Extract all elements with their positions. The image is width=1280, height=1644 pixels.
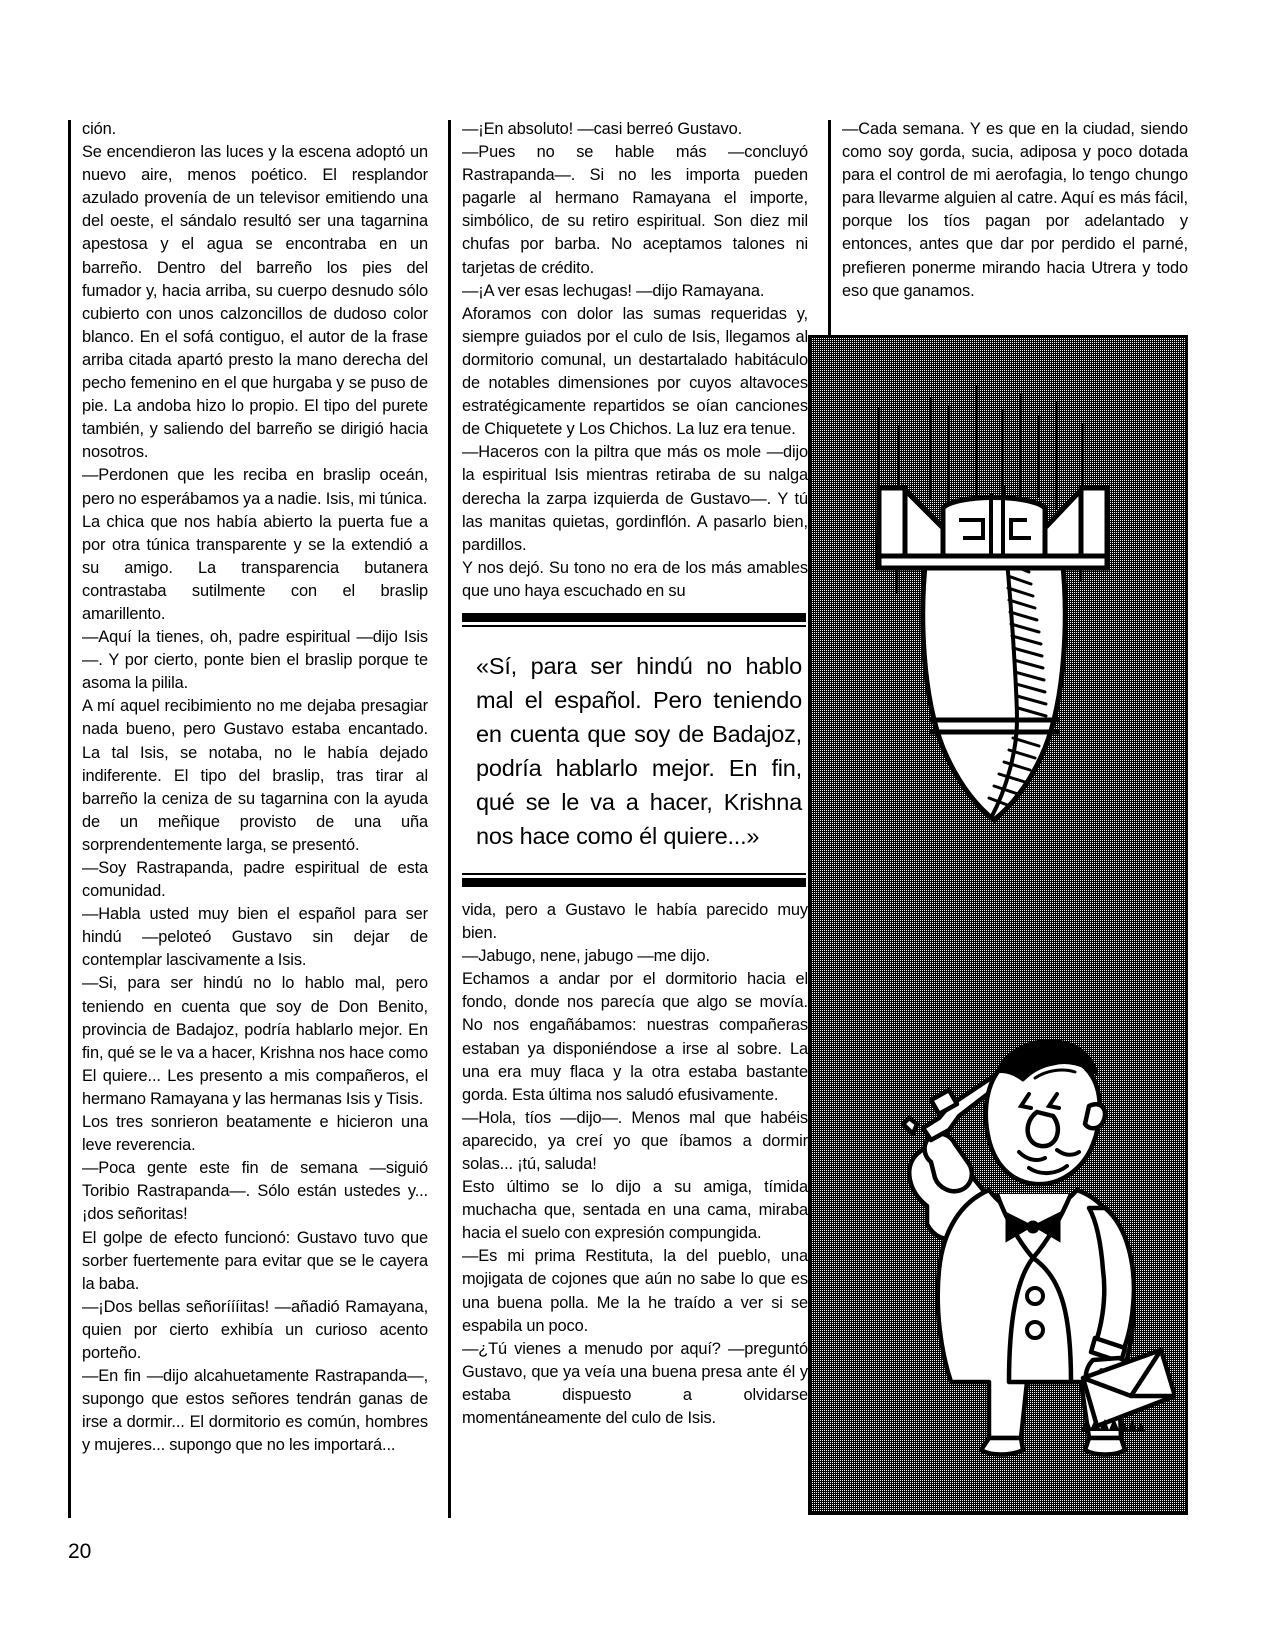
paragraph: —¡En absoluto! —casi berreó Gustavo. bbox=[462, 120, 743, 138]
legs-and-shoes bbox=[981, 1438, 1125, 1455]
paragraph: Se encendieron las luces y la escena adoptó un nuevo aire, menos poético. El resplandor azulado provenía de un televisor emitiendo una del oeste, el sándalo resultó ser una tagarnina apestosa y el agua se encontraba en un barreño. Dentro del barreño los pies del fumador y, hacia arriba, su cuerpo desnudo sólo cubierto con unos calzoncillos de dudoso color blanco. En el sofá contiguo, el autor de la frase arriba citada apartó presto la mano derecha del pecho femenino en el que hurgaba y se puso de pie. La andoba hizo lo propio. El tipo del purete también, y saliendo del barreño se dirigió hacia nosotros. bbox=[82, 143, 428, 462]
paragraph: —Hola, tíos —dijo—. Menos mal que habéis aparecido, ya creí yo que íbamos a dormir solas... ¡tú, saluda! bbox=[462, 1108, 808, 1173]
paragraph: —Soy Rastrapanda, padre espiritual de esta comunidad. bbox=[82, 859, 428, 901]
paragraph: Aforamos con dolor las sumas requeridas y, siempre guiados por el culo de Isis, llegamos al dormitorio comunal, un destartalado habitáculo de notables dimensiones por cuyos altavoces estratégicamente repartidos se oían canciones de Chiquetete y Los Chichos. La luz era tenue. bbox=[462, 304, 808, 439]
column-2-body-bottom bbox=[462, 899, 808, 1430]
pull-quote-top-rule-thick bbox=[462, 613, 806, 622]
paragraph: ción. bbox=[82, 120, 117, 138]
paragraph: —Poca gente este fin de semana —siguió Toribio Rastrapanda—. Sólo están ustedes y... ¡dos señoritas! bbox=[82, 1159, 428, 1224]
paragraph: —Perdonen que les reciba en braslip oceán, pero no esperábamos ya a nadie. Isis, mi túnica. bbox=[82, 466, 428, 508]
column-2-body-top bbox=[462, 118, 808, 603]
paragraph: Los tres sonrieron beatamente e hicieron una leve reverencia. bbox=[82, 1113, 428, 1155]
paragraph: —¿Tú vienes a menudo por aquí? —preguntó Gustavo, que ya veía una buena presa ante él y estaba dispuesto a olvidarse momentáneamente del culo de Isis. bbox=[462, 1339, 808, 1428]
pull-quote-bottom-rule-thick bbox=[462, 878, 806, 887]
paragraph: —Jabugo, nene, jabugo —me dijo. bbox=[462, 947, 710, 966]
paragraph: —Si, para ser hindú no lo hablo mal, pero teniendo en cuenta que soy de Don Benito, provincia de Badajoz, podría hablarlo mejor. En fin, qué se le va a hacer, Krishna nos hace como El quiere... Les presento a mis compañeros, el hermano Ramayana y las hermanas Isis y Tisis. bbox=[82, 974, 428, 1108]
man-with-gun-illustration bbox=[831, 978, 1176, 1458]
paragraph: —Aquí la tienes, oh, padre espiritual —dijo Isis—. Y por cierto, ponte bien el braslip porque te asoma la pilila. bbox=[82, 628, 428, 693]
paragraph: —¡Dos bellas señoríííitas! —añadió Ramayana, quien por cierto exhibía un curioso acento porteño. bbox=[82, 1297, 428, 1362]
paragraph: A mí aquel recibimiento no me dejaba presagiar nada bueno, pero Gustavo estaba encantado. La tal Isis, se notaba, no le había dejado indiferente. El tipo del braslip, tras tirar al barreño la ceniza de su tagarnina con la ayuda de un meñique provisto de una uña sorprendentemente larga, se presentó. bbox=[82, 697, 428, 854]
paragraph: Echamos a andar por el dormitorio hacia el fondo, donde nos parecía que algo se movía. No nos engañábamos: nuestras compañeras estaban ya disponiéndose a irse al sobre. La una era muy flaca y la otra estaba bastante gorda. Esta última nos saludó efusivamente. bbox=[462, 970, 808, 1104]
revolver-hammer bbox=[903, 1118, 917, 1134]
page-number: 20 bbox=[68, 1540, 92, 1563]
paragraph: vida, pero a Gustavo le había parecido muy bien. bbox=[462, 900, 808, 943]
paragraph: —Habla usted muy bien el español para ser hindú —peloteó Gustavo sin dejar de contemplar lascivamente a Isis. bbox=[82, 905, 428, 970]
pull-quote bbox=[462, 613, 806, 887]
paragraph: —Pues no se hable más —concluyó Rastrapanda—. Si no les importa pueden pagarle al hermano Ramayana el importe, simbólico, de su retiro espiritual. Son diez mil chufas por barba. No aceptamos talones ni tarjetas de crédito. bbox=[462, 143, 808, 277]
falling-bomb-illustration bbox=[831, 368, 1171, 908]
pull-quote-bottom-rule-thin bbox=[462, 873, 806, 875]
paragraph: —En fin —dijo alcahuetamente Rastrapanda—, supongo que estos señores tendrán ganas de irse a dormir... El dormitorio es común, hombres y mujeres... supongo que no les importará... bbox=[82, 1367, 428, 1455]
illustration-panel bbox=[808, 335, 1188, 1515]
text-column-2 bbox=[448, 118, 808, 1518]
paragraph: —Es mi prima Restituta, la del pueblo, una mojigata de cojones que aún no sabe lo que es una buena polla. Me la he traído a ver si se espabila un poco. bbox=[462, 1247, 808, 1335]
paragraph: La chica que nos había abierto la puerta fue a por otra túnica transparente y se la extendió a su amigo. La transparencia butanera contrastaba sutilmente con el braslip amarillento. bbox=[82, 512, 428, 623]
pull-quote-text: «Sí, para ser hindú no hablo mal el español. Pero teniendo en cuenta que soy de Badajoz, podría hablarlo mejor. En fin, qué se le va a hacer, Krishna nos hace como él quiere...» bbox=[476, 652, 802, 849]
paragraph: Y nos dejó. Su tono no era de los más amables que uno haya escuchado en su bbox=[462, 558, 808, 600]
column-1-body bbox=[82, 118, 428, 1457]
paragraph: Esto último se lo dijo a su amiga, tímida muchacha que, sentada en una cama, miraba hacia el suelo con expresión compungida. bbox=[462, 1178, 808, 1243]
nose bbox=[1028, 1112, 1058, 1146]
bomb-body bbox=[923, 556, 1065, 820]
paragraph: —Haceros con la piltra que más os mole —dijo la espiritual Isis mientras retiraba de su nalga derecha la zarpa izquierda de Gustavo—. Y tú las manitas quietas, gordinflón. A pasarlo bien, pardillos. bbox=[462, 443, 808, 554]
ear bbox=[1085, 1104, 1105, 1128]
text-column-1 bbox=[68, 118, 428, 1518]
column-3-body bbox=[842, 118, 1188, 303]
paragraph: El golpe de efecto funcionó: Gustavo tuvo que sorber fuertemente para evitar que se le cayera la baba. bbox=[82, 1228, 428, 1293]
paragraph: —¡A ver esas lechugas! —dijo Ramayana. bbox=[462, 281, 765, 300]
paragraph: —Cada semana. Y es que en la ciudad, siendo como soy gorda, sucia, adiposa y poco dotada para el control de mi aerofagia, lo tengo chungo para llevarme alguien al catre. Aquí es más fácil, porque los tíos pagan por adelantado y entonces, antes que dar por perdido el parné, prefieren ponerme mirando hacia Utrera y todo eso que ganamos. bbox=[842, 120, 1188, 300]
